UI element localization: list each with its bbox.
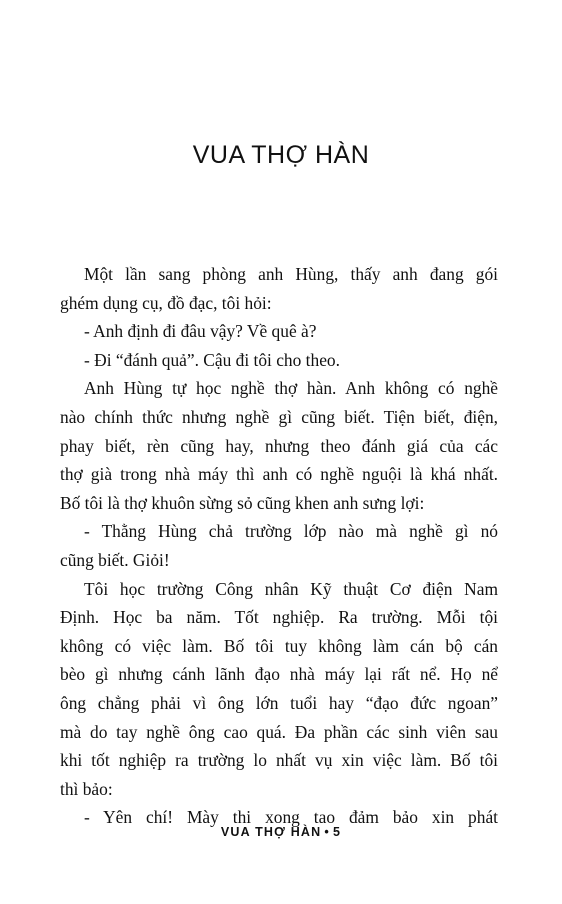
text-line: phay biết, rèn cũng hay, nhưng theo đánh giá của các bbox=[60, 435, 498, 456]
text-line: khi tốt nghiệp ra trường lo nhất vụ xin việc làm. Bố tôi bbox=[60, 750, 498, 771]
text-line: bèo gì nhưng cánh lãnh đạo nhà máy lại rất nể. Họ nể bbox=[60, 664, 498, 685]
footer-running-title: VUA THỢ HÀN bbox=[220, 825, 322, 839]
text-line: thợ già trong nhà máy thì anh có nghề nguội là khá nhất. bbox=[60, 464, 498, 485]
text-line: - Đi “đánh quả”. Cậu đi tôi cho theo. bbox=[84, 349, 340, 370]
text-line: Một lần sang phòng anh Hùng, thấy anh đang gói bbox=[84, 264, 498, 284]
text-line: Bố tôi là thợ khuôn sừng sỏ cũng khen anh sưng lợi: bbox=[60, 492, 425, 513]
footer-separator: • bbox=[324, 825, 330, 839]
text-line: Tôi học trường Công nhân Kỹ thuật Cơ điện Nam bbox=[84, 578, 498, 599]
page-number: 5 bbox=[332, 825, 342, 839]
chapter-title: VUA THỢ HÀN bbox=[192, 141, 370, 169]
running-footer bbox=[0, 824, 562, 840]
text-line: ông chẳng phải vì ông lớn tuổi hay “đạo đức ngoan” bbox=[60, 692, 498, 713]
text-line: Định. Học ba năm. Tốt nghiệp. Ra trường. Mỗi tội bbox=[60, 607, 498, 628]
text-line: không có việc làm. Bố tôi tuy không làm cán bộ cán bbox=[60, 635, 498, 656]
text-line: cũng biết. Giỏi! bbox=[60, 549, 170, 570]
text-line: mà do tay nghề ông cao quá. Đa phần các sinh viên sau bbox=[60, 721, 498, 742]
text-line: - Thằng Hùng chả trường lớp nào mà nghề gì nó bbox=[84, 521, 498, 542]
body-text bbox=[60, 260, 498, 832]
text-line: - Yên chí! Mày thi xong tao đảm bảo xin phát bbox=[84, 807, 498, 828]
text-line: Anh Hùng tự học nghề thợ hàn. Anh không có nghề bbox=[84, 378, 498, 399]
text-line: ghém dụng cụ, đồ đạc, tôi hỏi: bbox=[60, 292, 272, 313]
text-line: nào chính thức nhưng nghề gì cũng biết. Tiện biết, điện, bbox=[60, 406, 498, 427]
text-line: - Anh định đi đâu vậy? Về quê à? bbox=[84, 321, 317, 342]
text-line: thì bảo: bbox=[60, 778, 113, 799]
